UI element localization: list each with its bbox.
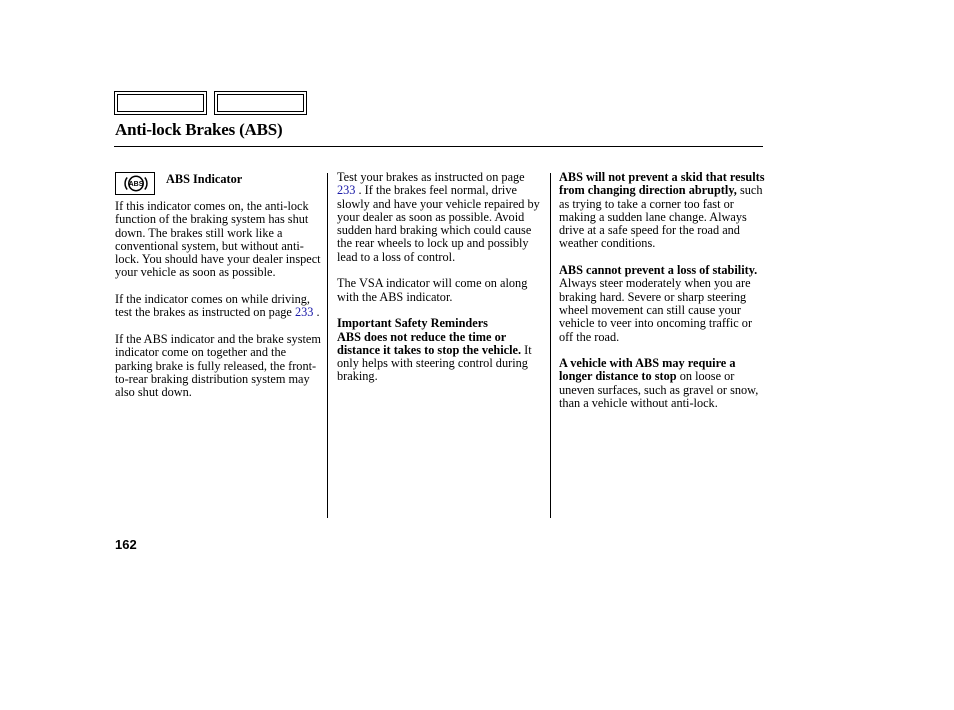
page-number: 162 [115,537,137,552]
title-rule [114,146,763,147]
page-title: Anti-lock Brakes (ABS) [115,120,283,139]
col2-paragraph-1 [337,171,545,264]
abs-warning-icon [123,174,149,193]
nav-button-2[interactable] [214,91,307,115]
col2-paragraph-3 [337,317,545,383]
nav-button-2-frame [217,94,304,112]
col1-paragraph-2 [115,293,321,320]
nav-button-1-frame [117,94,204,112]
col2-p3-bold: ABS does not reduce the time or distance it takes to stop the vehicle. [337,329,522,357]
col3-paragraph-3 [559,357,765,410]
col3-paragraph-1 [559,171,765,251]
column-3 [559,171,765,424]
page-233-link-2[interactable]: 233 [337,183,356,198]
column-2 [337,171,545,397]
col3-p3-bold: A vehicle with ABS may require a longer distance to stop [559,356,736,384]
col2-p3-rest: It only helps with steering control during braking. [337,342,532,384]
col1-p2-end: . [313,305,320,320]
col2-p1-text: Test your brakes as instructed on page [337,170,525,184]
col3-p2-rest: Always steer moderately when you are braking hard. Severe or sharp steering wheel movement can still cause your vehicle to veer into oncoming traffic or off the road. [559,276,753,344]
abs-indicator-label: ABS Indicator [166,172,243,186]
column-1 [115,171,321,413]
column-divider-1 [327,173,328,518]
col3-paragraph-2 [559,264,765,344]
col3-p3-rest: on loose or uneven surfaces, such as gravel or snow, than a vehicle without anti-lock. [559,369,759,411]
col3-p1-rest: such as trying to take a corner too fast or making a sudden lane change. Always drive at a safe speed for the road and weather conditions. [559,183,763,251]
col3-p1-bold: ABS will not prevent a skid that results from changing direction abruptly, [559,170,765,198]
col1-paragraph-1: If this indicator comes on, the anti-lock function of the braking system has shut down. The brakes still work like a conventional system, but without anti-lock. You should have your dealer inspect your vehicle as soon as possible. [115,199,321,280]
abs-icon-label: ABS [128,181,144,188]
abs-indicator-header [115,171,321,197]
column-divider-2 [550,173,551,518]
col2-paragraph-2: The VSA indicator will come on along with the ABS indicator. [337,276,528,304]
col1-paragraph-3: If the ABS indicator and the brake system indicator come on together and the parking brake is fully released, the front-to-rear braking distribution system may also shut down. [115,331,321,400]
col3-p2-bold: ABS cannot prevent a loss of stability. [559,263,758,278]
safety-reminders-heading: Important Safety Reminders [337,316,488,331]
page-233-link[interactable]: 233 [294,305,314,320]
nav-button-1[interactable] [114,91,207,115]
abs-indicator-icon-box [115,172,155,195]
col2-p1-rest: . If the brakes feel normal, drive slowly and have your vehicle repaired by your dealer as soon as possible. Avoid sudden hard braking which could cause the rear wheels to lock up and possibly lead to a loss of control. [337,183,540,264]
col1-p2-text: If the indicator comes on while driving, test the brakes as instructed on page [115,292,310,320]
